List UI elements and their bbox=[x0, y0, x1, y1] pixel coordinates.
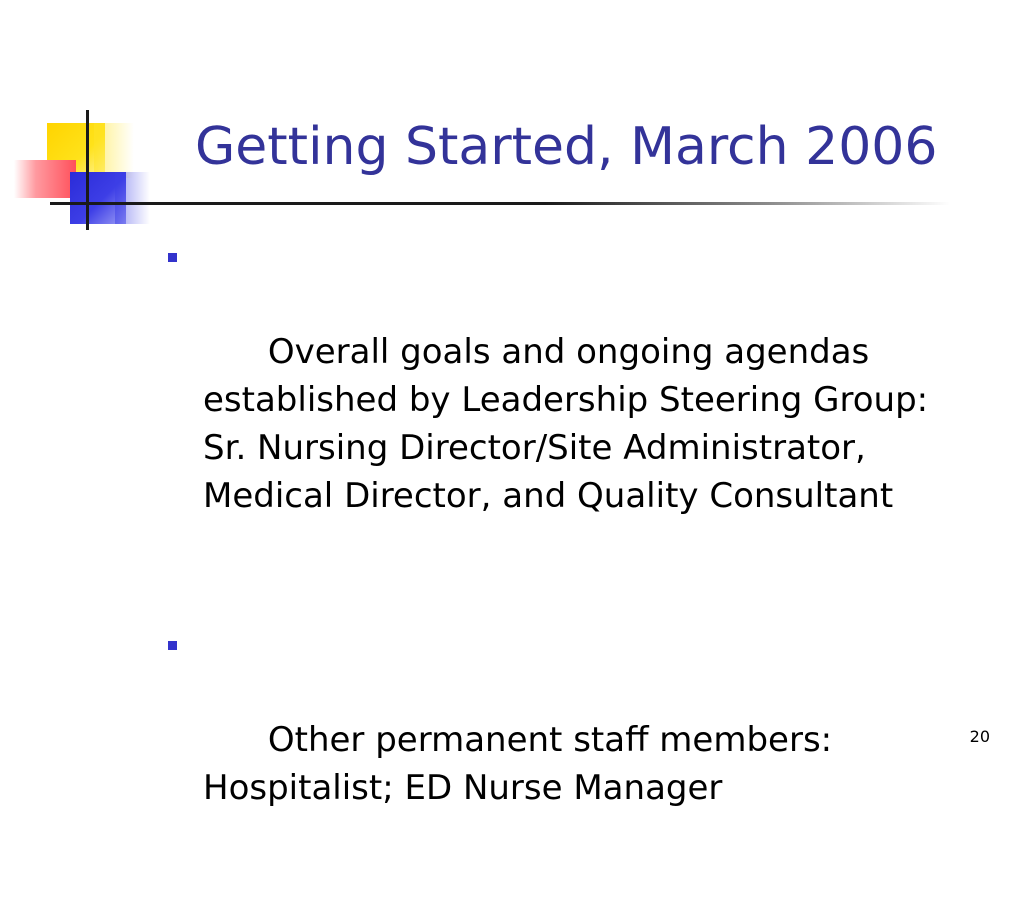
bullet-text: Other permanent staff members: Hospitalist; ED Nurse Manager bbox=[203, 720, 843, 808]
logo-blue-fade bbox=[115, 172, 150, 224]
square-blocks-logo-icon bbox=[0, 100, 160, 240]
page-number: 20 bbox=[969, 727, 990, 746]
bullet-item bbox=[165, 620, 955, 860]
bullet-list bbox=[165, 232, 955, 912]
slide-title: Getting Started, March 2006 bbox=[195, 117, 938, 177]
logo-yellow-fade bbox=[94, 123, 134, 178]
bullet-text: Overall goals and ongoing agendas established by Leadership Steering Group: Sr. Nursing Director/Site Administrator, Medical Director, and Quality Consultant bbox=[203, 332, 950, 516]
square-bullet-icon bbox=[168, 253, 177, 262]
bullet-item bbox=[165, 232, 955, 568]
title-rule bbox=[50, 202, 950, 205]
logo-vertical-line bbox=[86, 110, 89, 230]
logo-red-bar bbox=[14, 160, 76, 198]
square-bullet-icon bbox=[168, 641, 177, 650]
